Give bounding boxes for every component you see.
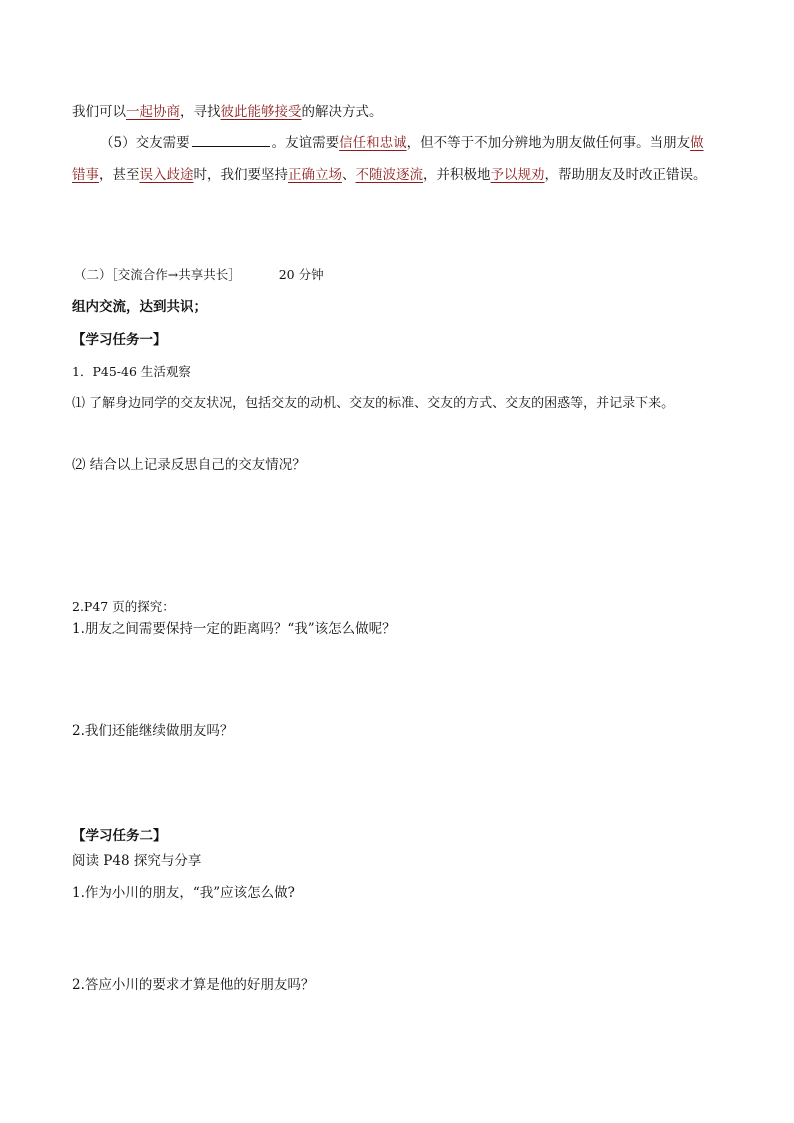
underlined-answer: 彼此能够接受 <box>220 104 302 120</box>
text: 。友谊需要 <box>271 135 340 151</box>
task2-item1: 阅读 P48 探究与分享 <box>72 853 202 869</box>
underlined-answer: 一起协商 <box>126 104 180 120</box>
underlined-answer: 予以规劝 <box>490 167 545 183</box>
text: ，但不等于不加分辨地为朋友做任何事。当朋友 <box>406 135 691 151</box>
text: 我们可以 <box>72 104 126 120</box>
text: 、 <box>342 167 356 183</box>
section-time: 20 分钟 <box>278 267 324 282</box>
underlined-answer: 错事 <box>72 167 99 183</box>
task2-title: 【学习任务二】 <box>72 828 167 844</box>
task1-question3: 1.朋友之间需要保持一定的距离吗？“我”该怎么做呢？ <box>72 621 396 637</box>
underlined-answer: 不随波逐流 <box>355 167 423 183</box>
task2-question1: 1.作为小川的朋友，“我”应该怎么做? <box>72 885 295 901</box>
underlined-answer: 正确立场 <box>288 167 342 183</box>
text: （5）交友需要 <box>100 135 190 151</box>
task2-question2: 2.答应小川的要求才算是他的好朋友吗？ <box>72 977 315 993</box>
text: 时，我们要坚持 <box>193 167 288 183</box>
task1-item2: 2.P47 页的探究： <box>72 599 175 614</box>
text: 的解决方式。 <box>301 104 383 120</box>
paragraph-discussion <box>72 103 383 121</box>
underlined-answer: 误入歧途 <box>139 167 194 183</box>
fill-in-blank[interactable] <box>192 134 270 147</box>
text: ，甚至 <box>99 167 140 183</box>
underlined-answer: 信任和忠诚 <box>339 135 407 151</box>
task1-item1: 1．P45-46 生活观察 <box>72 364 191 379</box>
task1-title: 【学习任务一】 <box>72 332 167 348</box>
text: ，并积极地 <box>423 167 491 183</box>
task1-question4: 2.我们还能继续做朋友吗？ <box>72 723 234 739</box>
section-label: （二）［交流合作→共享共长］ <box>74 267 241 282</box>
task1-question1: ⑴ 了解身边同学的交友状况，包括交友的动机、交友的标准、交友的方式、交友的困惑等，并记录下来。 <box>72 396 675 411</box>
text: ，帮助朋友及时改正错误。 <box>544 167 707 183</box>
paragraph-item-5 <box>100 134 704 152</box>
paragraph-item-5-cont <box>72 166 707 184</box>
task1-question2: ⑵ 结合以上记录反思自己的交友情况？ <box>72 457 306 473</box>
section-heading <box>74 266 324 284</box>
underlined-answer: 做 <box>690 135 704 151</box>
group-discussion-note: 组内交流，达到共识； <box>72 299 207 315</box>
text: ，寻找 <box>180 104 221 120</box>
